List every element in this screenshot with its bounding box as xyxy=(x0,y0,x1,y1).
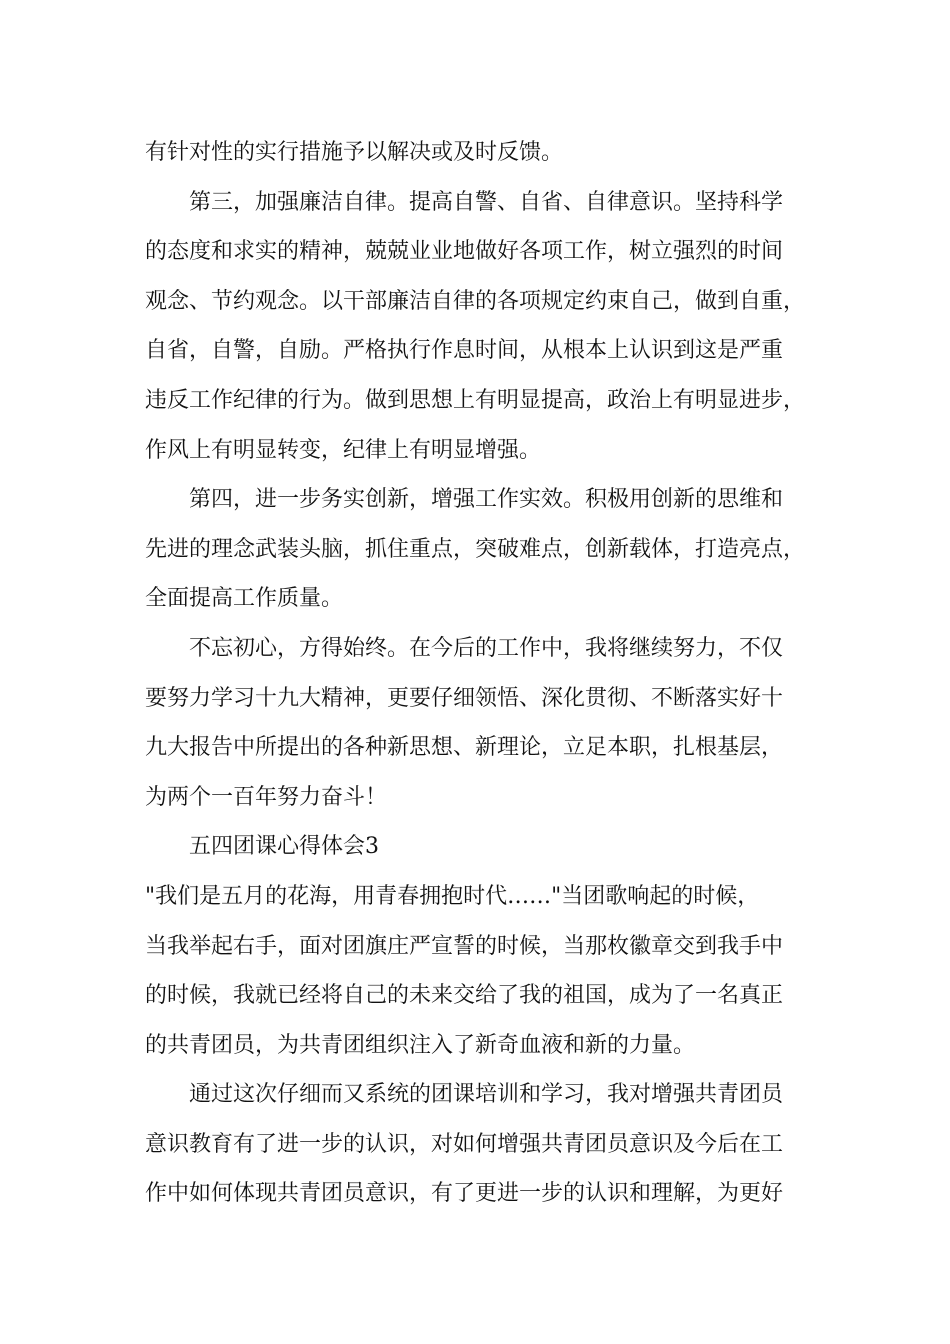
text-line: 第四，进一步务实创新，增强工作实效。积极用创新的思维和 xyxy=(189,487,784,513)
text-line: 全面提高工作质量。 xyxy=(145,586,344,612)
text-line: 观念、节约观念。以干部廉洁自律的各项规定约束自己，做到自重， xyxy=(145,288,806,314)
text-line: 先进的理念武装头脑，抓住重点，突破难点，创新载体，打造亮点， xyxy=(145,536,806,562)
text-line: 为两个一百年努力奋斗！ xyxy=(145,784,388,810)
text-line: 第三，加强廉洁自律。提高自警、自省、自律意识。坚持科学 xyxy=(189,189,784,215)
text-line: 九大报告中所提出的各种新思想、新理论，立足本职，扎根基层， xyxy=(145,735,784,761)
text-line: 要努力学习十九大精神，更要仔细领悟、深化贯彻、不断落实好十 xyxy=(145,685,784,711)
text-line: 意识教育有了进一步的认识，对如何增强共青团员意识及今后在工 xyxy=(145,1131,784,1157)
text-line: 不忘初心，方得始终。在今后的工作中，我将继续努力，不仅 xyxy=(189,635,784,661)
section-heading: 五四团课心得体会3 xyxy=(189,834,379,860)
text-line: 通过这次仔细而又系统的团课培训和学习，我对增强共青团员 xyxy=(189,1082,784,1108)
text-line: 作风上有明显转变，纪律上有明显增强。 xyxy=(145,437,542,463)
text-line: 的态度和求实的精神，兢兢业业地做好各项工作，树立强烈的时间 xyxy=(145,239,784,265)
text-line: 有针对性的实行措施予以解决或及时反馈。 xyxy=(145,140,564,165)
text-line: 的时候，我就已经将自己的未来交给了我的祖国，成为了一名真正 xyxy=(145,983,784,1009)
text-line: 的共青团员，为共青团组织注入了新奇血液和新的力量。 xyxy=(145,1032,696,1058)
text-line: 违反工作纪律的行为。做到思想上有明显提高，政治上有明显进步， xyxy=(145,387,806,413)
text-line: 自省，自警，自励。严格执行作息时间，从根本上认识到这是严重 xyxy=(145,338,784,364)
text-line: "我们是五月的花海，用青春拥抱时代……"当团歌响起的时候， xyxy=(145,883,760,909)
document-body xyxy=(145,128,815,1219)
text-line: 当我举起右手，面对团旗庄严宣誓的时候，当那枚徽章交到我手中 xyxy=(145,933,784,959)
text-line: 作中如何体现共青团员意识，有了更进一步的认识和理解，为更好 xyxy=(145,1181,784,1207)
